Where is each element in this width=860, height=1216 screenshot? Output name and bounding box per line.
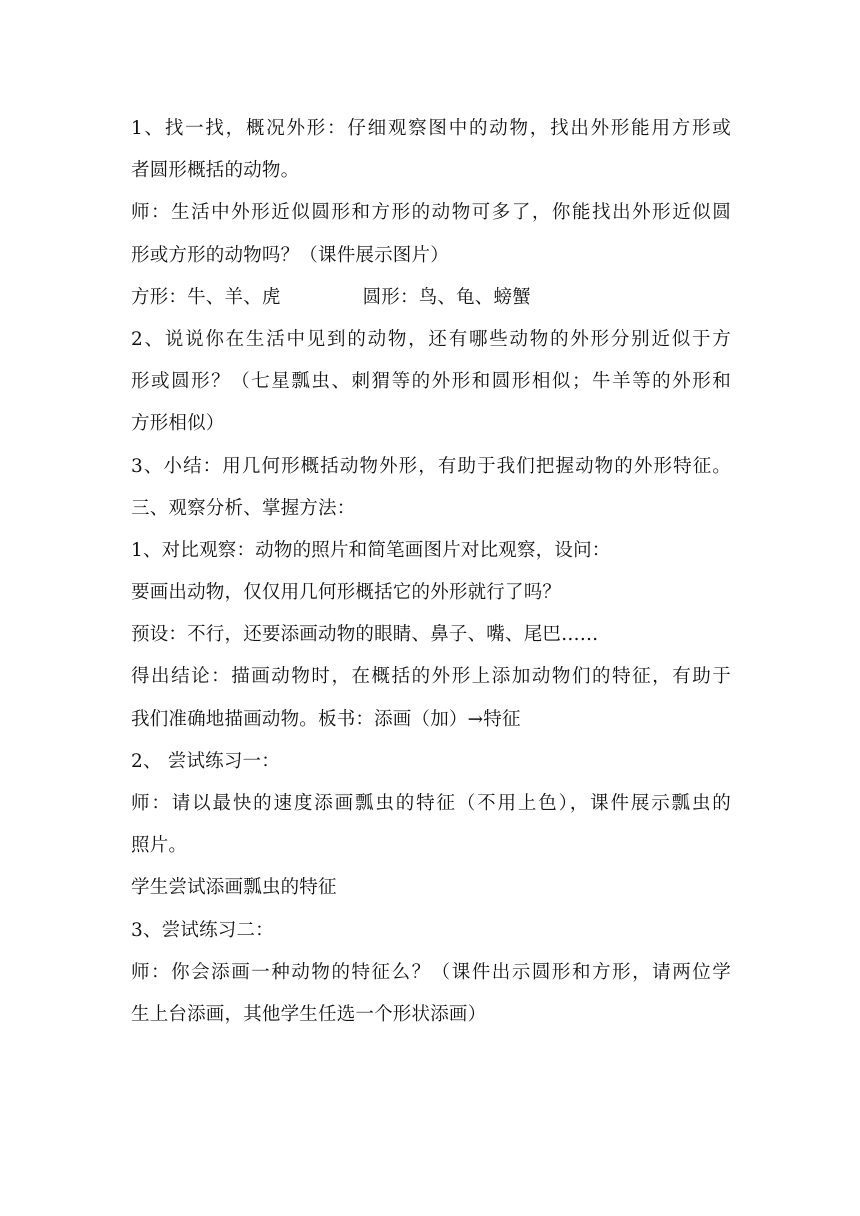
paragraph-line: 2、 尝试练习一： [131,750,280,772]
paragraph-line: 1、找一找，概况外形：仔细观察图中的动物，找出外形能用方形或 [131,118,731,139]
paragraph-line: 我们准确地描画动物。板书：添画（加）→特征 [131,708,521,730]
paragraph-line: 要画出动物，仅仅用几何形概括它的外形就行了吗？ [131,582,562,604]
paragraph-line: 学生尝试添画瓢虫的特征 [131,877,337,899]
paragraph-line: 预设：不行，还要添画动物的眼睛、鼻子、嘴、尾巴…… [131,624,599,646]
paragraph-line: 2、说说你在生活中见到的动物，还有哪些动物的外形分别近似于方 [131,328,731,350]
paragraph-line: 师：你会添画一种动物的特征么？（课件出示圆形和方形，请两位学 [131,961,731,983]
paragraph-line: 3、尝试练习二： [131,919,274,941]
paragraph-line: 形或圆形？（七星瓢虫、刺猬等的外形和圆形相似；牛羊等的外形和 [131,371,731,393]
paragraph-line: 形或方形的动物吗？（课件展示图片） [131,244,449,266]
section-heading: 三、观察分析、掌握方法： [131,497,356,519]
paragraph-line: 得出结论：描画动物时，在概括的外形上添加动物们的特征，有助于 [131,666,731,688]
paragraph-line: 1、对比观察：动物的照片和简笔画图片对比观察，设问： [131,539,611,561]
paragraph-line: 生上台添画，其他学生任选一个形状添画） [131,1003,487,1025]
paragraph-line: 方形相似） [131,413,225,435]
paragraph-line: 照片。 [131,835,188,857]
paragraph-line: 师：请以最快的速度添画瓢虫的特征（不用上色），课件展示瓢虫的 [131,793,731,814]
square-animals-text: 方形：牛、羊、虎 [131,286,281,308]
shape-category-line [131,277,731,319]
paragraph-line: 者圆形概括的动物。 [131,160,300,182]
paragraph-line: 3、小结：用几何形概括动物外形，有助于我们把握动物的外形特征。 [131,455,731,477]
paragraph-line: 师：生活中外形近似圆形和方形的动物可多了，你能找出外形近似圆 [131,202,731,224]
round-animals-text: 圆形：鸟、龟、螃蟹 [362,286,531,308]
document-body [131,108,731,1036]
